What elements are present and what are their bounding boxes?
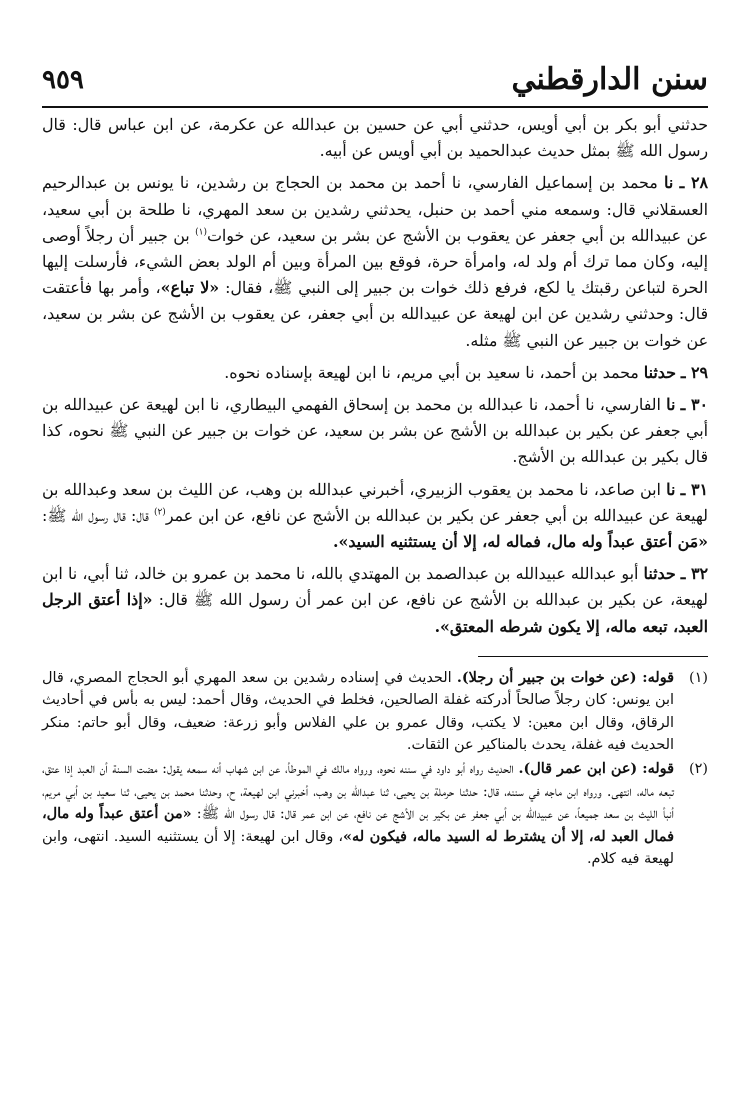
narration-keyword: نا bbox=[666, 395, 676, 415]
hadith-32 bbox=[42, 561, 708, 640]
footnote-text bbox=[42, 758, 674, 870]
page-header bbox=[42, 58, 708, 108]
footnote-body: ، وقال ابن لهيعة: إلا أن يستثنيه السيد. انتهى، وابن لهيعة فيه كلام. bbox=[42, 828, 674, 868]
hadith-text: الفارسي، نا أحمد، نا عبدالله بن محمد بن إسحاق الفهمي البيطاري، نا ابن لهيعة عن عبيدالله بن أبي جعفر عن بكير بن عبدالله بن الأشج عن بشر بن سعيد، عن خوات بن جبير عن النبي ﷺ نحوه، كذا قال بكير بن عبدالله بن الأشج. bbox=[42, 395, 708, 467]
hadith-number: ٣٢ ـ bbox=[680, 564, 708, 584]
intro-paragraph bbox=[42, 112, 708, 164]
footnote-1 bbox=[42, 667, 708, 757]
footnote-quote: «من أعتق عبداً وله مال، فمال العبد له، إلا أن يشترط له السيد ماله، فيكون له» bbox=[42, 805, 674, 845]
hadith-text: محمد بن إسماعيل الفارسي، نا أحمد بن محمد بن الحجاج بن رشدين، نا يونس بن عبدالرحيم العسقلاني قال: وسمعه مني أحمد بن حنبل، يحدثني رشدين بن سعد المهري، نا طلحة بن أبي سعيد، عن عبيدالله بن أبي جعفر عن يعقوب بن الأشج عن بشر بن سعيد، عن خوات bbox=[42, 173, 708, 245]
hadith-text: ابن صاعد، نا محمد بن يعقوب الزبيري، أخبرني عبدالله بن وهب، عن الليث بن سعد وعبدالله بن لهيعة عن عبيدالله بن أبي جعفر عن بكير بن عبدالله بن الأشج عن نافع، عن ابن عمر bbox=[42, 479, 708, 525]
footnote-number: (٢) bbox=[689, 761, 708, 778]
narration-keyword: نا bbox=[664, 173, 674, 193]
footnote-body: الحديث رواه أبو داود في سننه نحوه، ورواه مالك في الموطأ، عن ابن شهاب أنه سمعه يقول: مضت السنة أن العبد إذا عتق، تبعه ماله، انتهى. ورواه ابن ماجه في سننه، قال: حدثنا حرملة بن يحيى، ثنا عبدالله بن وهب، أخبرني ابن لهيعة، ح، وحدثنا محمد بن يحيى، ثنا سعيد بن أبي مريم، أنبأ الليث بن سعد جميعاً، عن عبيدالله بن أبي جعفر عن بكير بن الأشج عن نافع، عن ابن عمر قال: قال رسول الله ﷺ: bbox=[42, 761, 674, 823]
hadith-31 bbox=[42, 477, 708, 556]
hadith-quote: «لا تباع» bbox=[160, 278, 220, 298]
footnote-2 bbox=[42, 758, 708, 870]
hadith-number: ٢٨ ـ bbox=[679, 173, 709, 193]
footnote-divider bbox=[478, 656, 708, 657]
hadith-text: ، وأمر بها فأعتقت قال: وحدثني رشدين عن ابن لهيعة عن عبيدالله بن أبي جعفر، عن يعقوب بن الأشج عن بشر بن سعيد، عن خوات بن جبير عن النبي ﷺ مثله. bbox=[42, 278, 708, 350]
footnote-ref[interactable]: (٢) bbox=[153, 507, 166, 518]
hadith-quote: «مَن أعتق عبداً وله مال، فماله له، إلا أن يستثنيه السيد». bbox=[332, 532, 708, 552]
footnote-ref[interactable]: (١) bbox=[195, 227, 208, 238]
hadith-number: ٣٠ ـ bbox=[680, 395, 708, 415]
hadith-text: أبو عبدالله عبيدالله بن عبدالصمد بن المهتدي بالله، نا محمد بن عمرو بن خالد، ثنا أبي، نا ابن لهيعة، عن بكير بن عبدالله بن الأشج عن نافع، عن ابن عمر أن رسول الله ﷺ قال: bbox=[42, 564, 708, 610]
page-number: ٩٥٩ bbox=[42, 65, 84, 95]
hadith-text: محمد بن أحمد، نا سعيد بن أبي مريم، نا ابن لهيعة بإسناده نحوه. bbox=[224, 362, 639, 382]
hadith-number: ٣١ ـ bbox=[680, 479, 708, 499]
hadith-29 bbox=[42, 360, 708, 386]
footnote-body: الحديث في إسناده رشدين بن سعد المهري أبو الحجاج المصري، قال ابن يونس: كان رجلاً صالحاً أدركته غفلة الصالحين، فخلط في الحديث، وقال أحمد: ليس به بأس في أحاديث الرقاق، وقال ابن معين: لا يكتب، وقال عمرو بن علي الفلاس وأبو زرعة: ضعيف، وقال أبو حاتم: منكر الحديث فيه غفلة، يحدث بالمناكير عن الثقات. bbox=[42, 669, 674, 754]
footnotes bbox=[42, 667, 708, 871]
hadith-text: قال: قال رسول الله ﷺ: bbox=[42, 505, 149, 525]
narration-keyword: حدثنا bbox=[643, 362, 676, 382]
footnote-lead: قوله: (عن ابن عمر قال). bbox=[518, 760, 674, 778]
main-text bbox=[42, 112, 708, 640]
hadith-quote: «إذا أعتق الرجل العبد، تبعه ماله، إلا يكون شرطه المعتق». bbox=[42, 590, 708, 636]
hadith-text: بن جبير أن رجلاً أوصى إليه، وكان مما ترك أم ولد له، وامرأة حرة، فوقع بين المرأة وبين أم الولد بعض الشيء، فأرسلت إليها الحرة لتباعن رقبتك يا لكع، فرفع ذلك خوات بن جبير إلى النبي ﷺ، فقال: bbox=[42, 225, 708, 298]
page bbox=[42, 58, 708, 1078]
hadith-30 bbox=[42, 392, 708, 471]
book-title: سنن الدارقطني bbox=[511, 62, 708, 97]
footnote-number: (١) bbox=[689, 669, 708, 686]
narration-keyword: حدثنا bbox=[643, 564, 676, 584]
footnote-text bbox=[42, 667, 674, 757]
intro-text: حدثني أبو بكر بن أبي أويس، حدثني أبي عن حسين بن عبدالله عن عكرمة، عن ابن عباس قال: قال رسول الله ﷺ بمثل حديث عبدالحميد بن أبي أويس عن أبيه. bbox=[42, 115, 708, 161]
hadith-number: ٢٩ ـ bbox=[680, 362, 708, 382]
footnote-lead: قوله: (عن خوات بن جبير أن رجلا). bbox=[456, 668, 675, 686]
hadith-28 bbox=[42, 170, 708, 353]
narration-keyword: نا bbox=[666, 479, 676, 499]
